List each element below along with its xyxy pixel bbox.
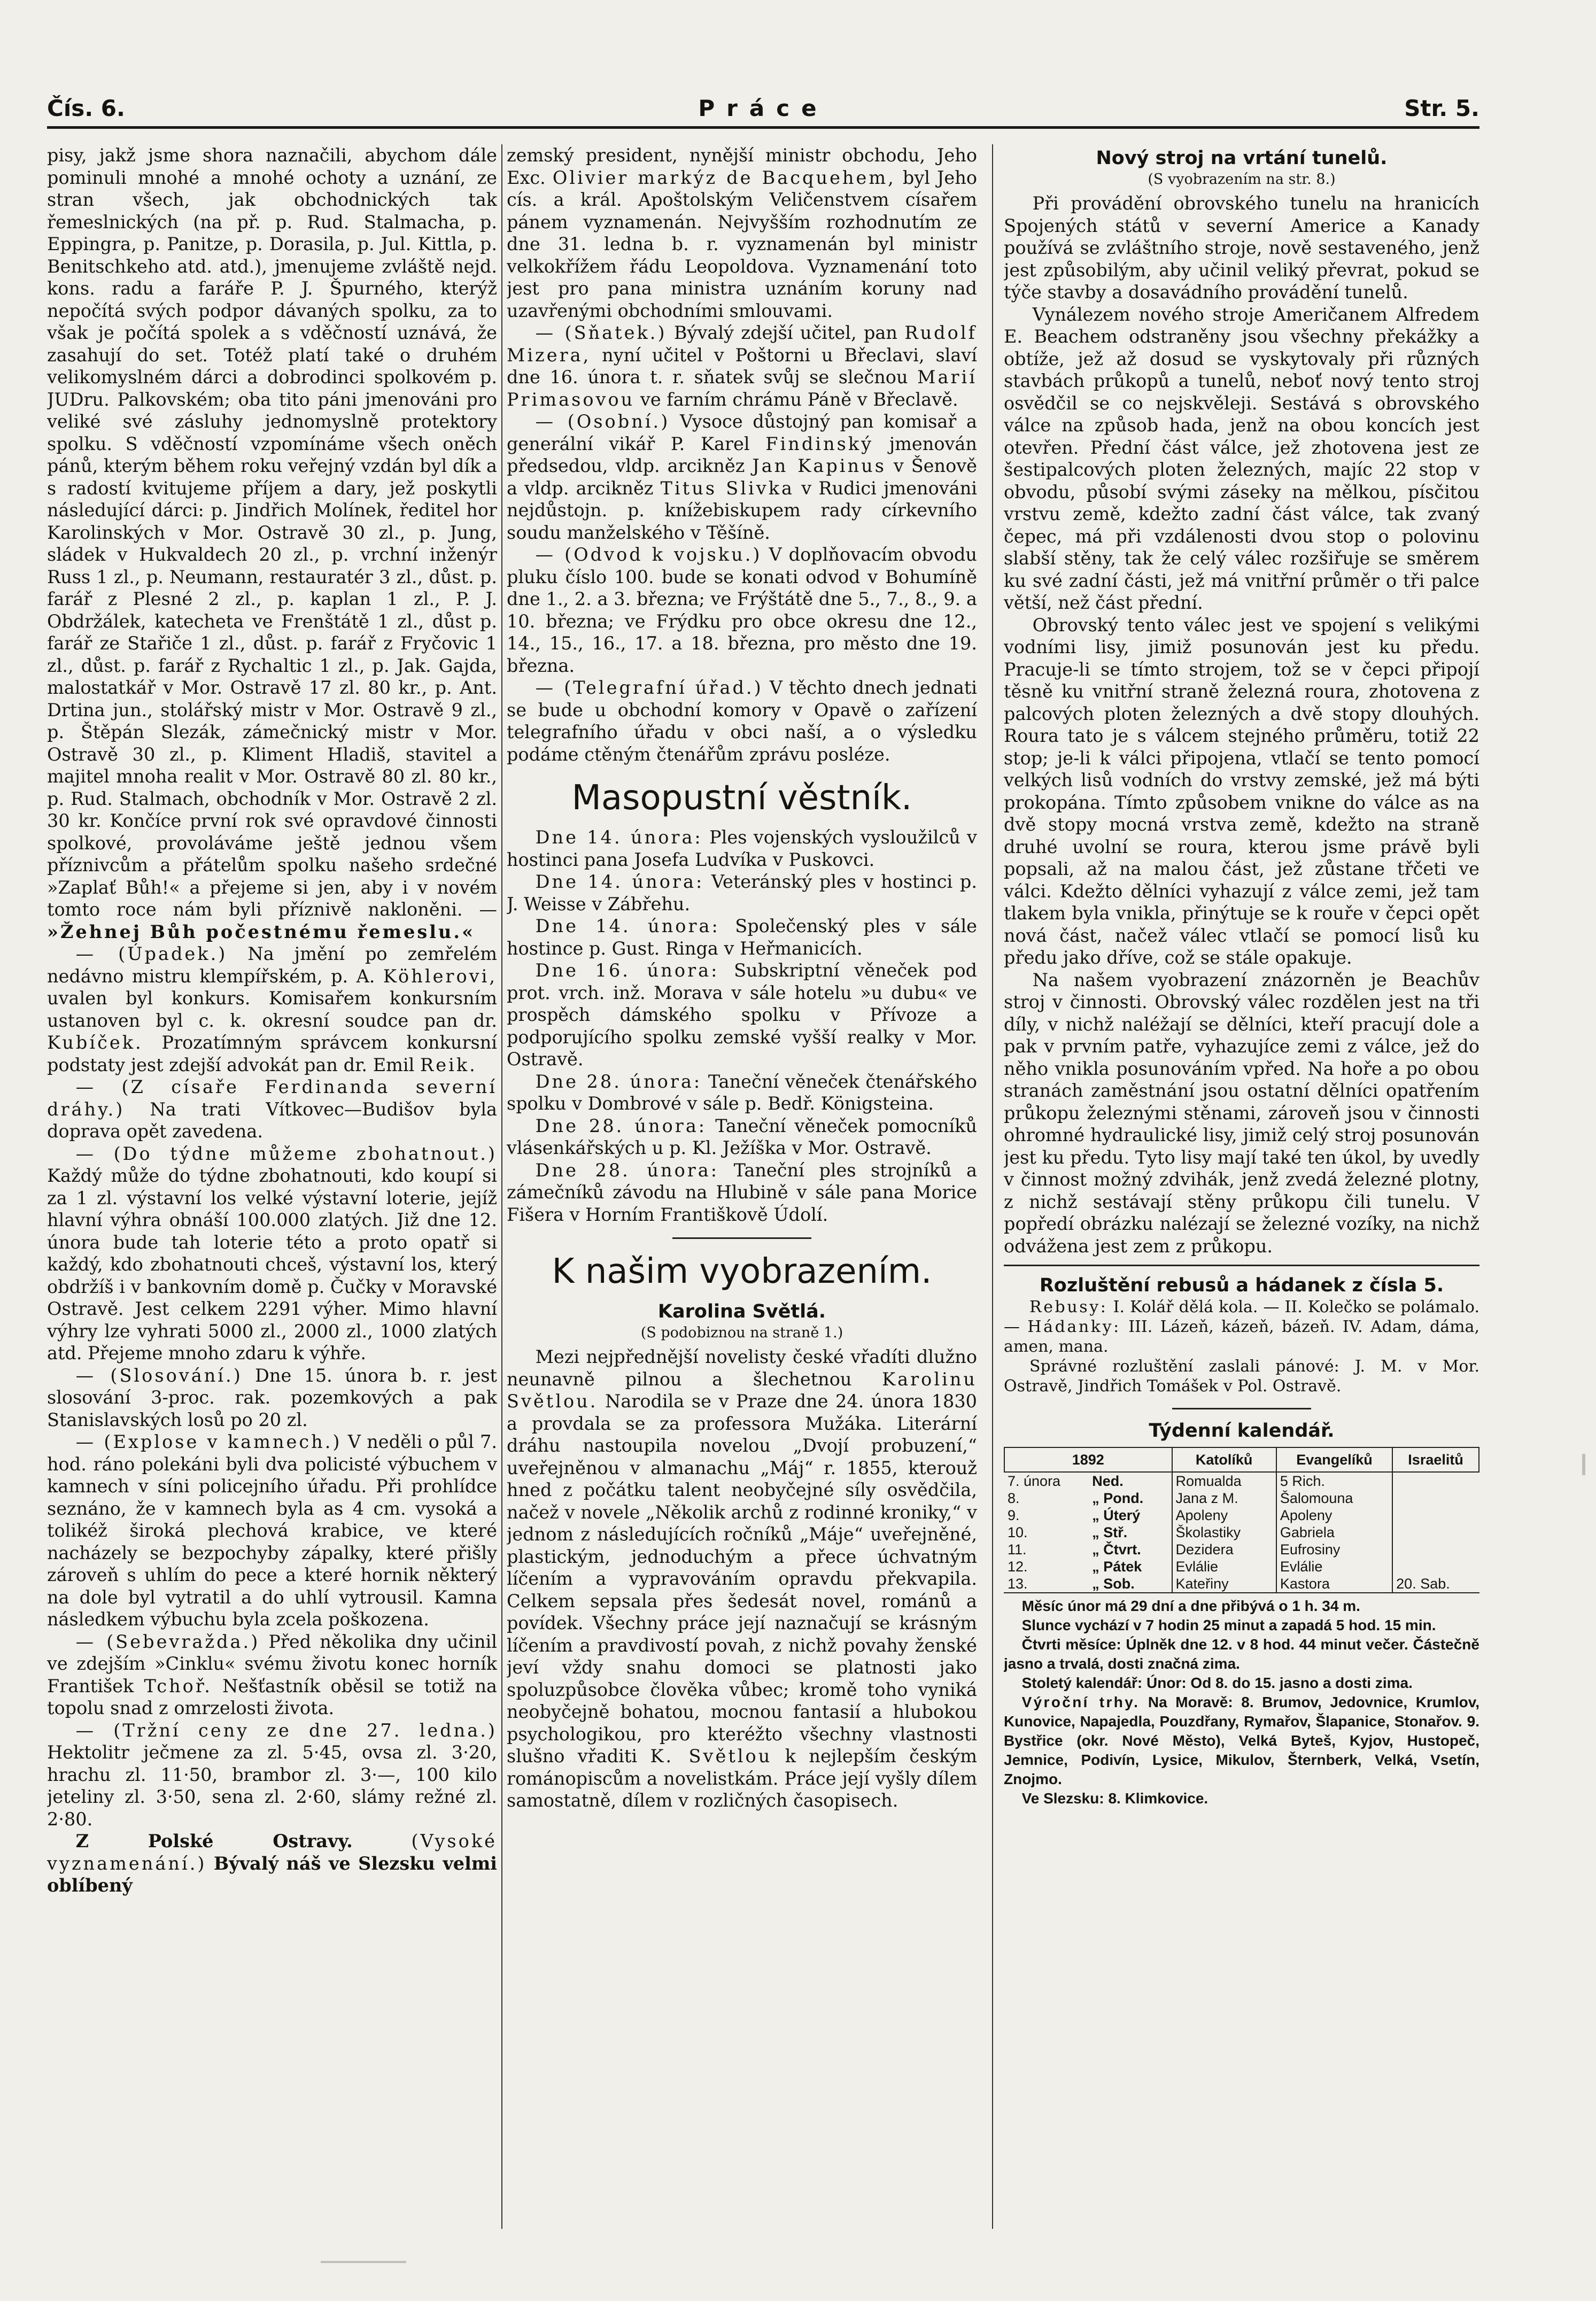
item-text: Dne 15. února b. r. jest slosování 3-proc. rak. pozemkových a pak Stanislavských losů po 20 zl.: [47, 1365, 497, 1430]
item-text: V doplňovacím obvodu pluku číslo 100. bude se konati odvod v Bohumíně dne 1., 2. a 3. března; ve Frýštátě dne 5., 7., 8., 9. a 10. března; ve Frýdku pro obce okresu dne 12., 14., 15., 16., 17. a 18. března, pro město dne 19. března.: [507, 544, 977, 676]
weekday-cell: „ Stř.: [1092, 1524, 1128, 1540]
closing-phrase: »Žehnej Bůh počestnému řemeslu.«: [47, 921, 476, 942]
israelite-cell: 20. Sab.: [1392, 1575, 1479, 1592]
item-text: Narodila se v Praze dne 24. února 1830 a provdala se za professora Mužáka. Literární dráhu nastoupila novelou „Dvojí probuzení,“ uveřejněnou v almanachu „Máj“ r. 1855, kterouž hned z počátku talent neobyčejné síly osvědčila, načež v novele „Několik archů z rodinné kroniky,“ v jednom z následujících ročníků „Máje“ uveřejněné, plastickým, jednoduchým a přece úchvatným líčením a vypravováním opravdu překvapila. Celkem sepsala přes šedesát novel, románů a povídek. Všechny práce její naznačují se krásným líčením a pravdivostí povah, z nichž povahy ženské jeví vždy snahu domoci se platnosti jako spoluzpůsobce člověka vůbec; kromě toho vyniká neobyčejně bohatou, mocnou fantasií a hlubokou psychologikou, pro kteréžto všechny vlastnosti slušno vřaditi: [507, 1391, 977, 1767]
event-item: [507, 959, 977, 1071]
evangelic-cell: Kastora: [1276, 1575, 1392, 1592]
event-text: Taneční ples strojníků a zámečníků závodu na Hlubině v sále pana Morice Fišera v Horním Františkově Údolí.: [507, 1159, 977, 1225]
calendar-note: Měsíc únor má 29 dní a dne přibývá o 1 h. 34 m.: [1021, 1598, 1360, 1614]
evangelic-cell: Eufrosiny: [1276, 1541, 1392, 1558]
header-rule: [47, 126, 1479, 129]
item-text: Prozatímným správcem konkursní podstaty jest zdejší advokát pan dr. Emil: [47, 1032, 497, 1075]
news-item-railway: [47, 1076, 497, 1143]
weekday-cell: „ Sob.: [1092, 1576, 1135, 1592]
event-item: [507, 871, 977, 915]
item-text: v Rudici jmenováni nejdůstojn. p. knížebiskupem rady církevního soudu manželského v Těšíně.: [507, 477, 977, 543]
section-title-vyobrazeni: K našim vyobrazením.: [552, 1252, 932, 1291]
date-cell: 11.: [1008, 1541, 1027, 1558]
item-text: V neděli o půl 7. hod. ráno polekáni byli dva policisté výbuchem v kamnech v síni policejního úřadu. Při prohlídce seznáno, že v kamnech byla as 4 cm. vysoká a tolikéž široká plechová krabice, ve které nacházely se bezpochyby zápalky, které přišly zároveň s uhlím do pece a které hornik některý na dole byl vytratil a do uhlí vytrousil. Kamna následkem výbuchu byla zcela poškozena.: [47, 1431, 497, 1630]
article-title-karolina: Karolina Světlá.: [657, 1301, 826, 1322]
item-text: k nejlepším českým románopiscům a novelistkám. Práce její vyšly dílem samostatně, dílem v rozličných časopisech.: [507, 1746, 977, 1811]
section-title-masopust: Masopustní věstník.: [571, 778, 912, 818]
article-paragraph: [47, 144, 497, 943]
column-3: [1004, 144, 1479, 2245]
event-text: Taneční věneček čtenářského spolku v Dombrové v sále p. Bedř. Königsteina.: [507, 1071, 977, 1114]
event-date: Dne 14. února:: [535, 827, 703, 848]
calendar-note: Čtvrti měsíce: Úplněk dne 12. v 8 hod. 44 minut večer. Částečně jasno a trvalá, dosti značná zima.: [1004, 1636, 1479, 1672]
section-title-rebus: Rozluštění rebusů a hádanek z čísla 5.: [1039, 1275, 1444, 1296]
page-header: [47, 95, 1479, 129]
item-text: Nešťastník oběsil se totiž na topolu snad z omrzelosti života.: [47, 1675, 497, 1718]
article-paragraph: Při provádění obrovského tunelu na hranicích Spojených států v severní Americe a Kanady používá se zvláštního stroje, nově sestaveného, jenž jest způsobilým, aby učinil veliký převrat, pokud se týče stavby a dosavádního provádění tunelů.: [1004, 193, 1479, 303]
event-date: Dne 28. února:: [535, 1071, 702, 1092]
person-name: Jan Kapinus: [752, 455, 886, 476]
section-title-kalendar: Týdenní kalendář.: [1149, 1420, 1335, 1442]
israelite-cell: [1392, 1472, 1479, 1490]
item-text: III. Lázeň, kázeň, bázeň. IV. Adam, dáma, amen, mana.: [1004, 1318, 1479, 1356]
person-name: Rudolf Mizera,: [507, 322, 977, 366]
section-divider: [1004, 1265, 1479, 1266]
article-subtitle: (S podobiznou na straně 1.): [640, 1324, 843, 1341]
section-divider: [1172, 1408, 1311, 1409]
solvers-list: Správné rozluštění zaslali pánové: J. M. v Mor. Ostravě, Jindřich Tomášek v Pol. Ostravě.: [1004, 1357, 1479, 1396]
item-text: Na trati Vítkovec—Budišov byla doprava opět zavedena.: [47, 1098, 497, 1142]
item-heading: — (Sňatek.): [535, 322, 667, 343]
news-item-slosovani: [47, 1365, 497, 1431]
paragraph-text: pisy, jakž jsme shora naznačili, abychom dále pominuli mnohé a mnohé ochoty a uznání, ze stran všech, jak obchodnických tak řemeslnických (na př. p. Rud. Stalmacha, p. Eppingra, p. Panitze, p. Dorasila, p. Jul. Kittla, p. Benitschkeho atd. atd.), jmenujeme zvláště nejd. kons. radu a faráře P. J. Špurného, kterýž nepočítá svých podpor dávaných spolku, za to však je počítá spolek a s vděčností uznává, že zasahují do set. Totéž platí také o druhém velikomyslném dárci a dobrodinci spolkovém p. JUDru. Palkovském; oba tito páni jmenováni pro veliké své zásluhy jednomyslně protektory spolku. S vděčností vzpomínáme všech oněch pánů, kterým během roku veřejný vzdán byl dík a s radostí kvitujeme příjem a dary, jež poskytli následující dárci: p. Jindřich Molínek, ředitel hor Karolinských v Mor. Ostravě 30 zl., p. Jung, sládek v Hukvaldech 20 zl., p. vrchní inženýr Russ 1 zl., p. Neumann, restauratér 3 zl., důst. p. farář z Plesné 2 zl., p. kaplan 1 zl., P. J. Obdržálek, katecheta ve Frenštátě 1 zl., důst p. farář ze Stařiče 1 zl., důst. p. farář z Fryčovic 1 zl., důst. p. farář z Rychaltic 1 zl., p. Jak. Gajda, malostatkář v Mor. Ostravě 17 zl. 80 kr., p. Ant. Drtina jun., stolářský mistr v Mor. Ostravě 9 zl., p. Štěpán Slezák, zámečnický mistr v Mor. Ostravě 30 zl., p. Kliment Hladiš, stavitel a majitel mnoha realit v Mor. Ostravě 80 zl. 80 kr., p. Rud. Stalmach, obchodník v Mor. Ostravě 2 zl. 30 kr. Končíce první rok své opravdové činnosti spolkové, provoláváme ještě jednou všem příznivcům a přátelům spolku našeho srdečné »Zaplať Bůh!« a přejeme si jen, aby i v novém tomto roce nám byli příznivě nakloněni. —: [47, 145, 497, 920]
weekday-cell: „ Čtvrt.: [1092, 1541, 1141, 1558]
person-name: K. Světlou: [650, 1746, 772, 1767]
column-header: 1892: [1004, 1447, 1172, 1472]
column-divider: [992, 144, 993, 2229]
event-date: Dne 14. února:: [535, 916, 720, 936]
item-heading: — (Tržní ceny ze dne 27. ledna.): [75, 1719, 497, 1741]
event-text: Subskriptní věneček pod prot. vrch. inž. Morava v sále hotelu »u dubu« ve prospěch dámského spolku v Přívoze a podporujícího spolku zemské vyšší realky v Mor. Ostravě.: [507, 960, 977, 1070]
person-name: Tchoř.: [144, 1675, 212, 1696]
table-row: [1004, 1575, 1479, 1592]
event-text: Společenský ples v sále hostince p. Gust. Ringa v Heřmanicích.: [507, 916, 977, 959]
news-item-odvod: [507, 544, 977, 677]
table-row: [1004, 1541, 1479, 1558]
event-text: Taneční věneček pomocníků vlásenkářských u p. Kl. Ježíška v Mor. Ostravě.: [507, 1115, 977, 1158]
event-item: [507, 915, 977, 959]
item-text: Vysoce důstojný pan komisař a generální vikář P. Karel: [507, 411, 977, 454]
article-paragraph: [507, 144, 977, 322]
item-text: Každý může do týdne zbohatnouti, kdo koupí si za 1 zl. výstavní los velké výstavní loterie, jejíž hlavní výhra obnáší 100.000 zlatých. Již dne 12. února bude tah loterie této a proto opatř si každý, kdo zbohatnouti chceš, výstavní los, který obdržíš i v bankovním domě p. Čučky v Moravské Ostravě. Jest celkem 2291 výher. Mimo hlavní výhry lze vyhrati 5000 zl., 2000 zl., 1000 zlatých atd. Přejeme mnoho zdaru k výhře.: [47, 1165, 497, 1363]
column-header: Israelitů: [1392, 1447, 1479, 1472]
item-text: V těchto dnech jednati se bude u obchodní komory v Opavě o zařízení telegrafního úřadu v obci naší, a o výsledku podáme ctěným čtenářům zprávu posléze.: [507, 677, 977, 765]
person-name: Karolinu Světlou.: [507, 1368, 977, 1412]
date-cell: 13.: [1008, 1576, 1028, 1592]
israelite-cell: [1392, 1558, 1479, 1575]
item-text: Bývalý zdejší učitel, pan: [673, 322, 897, 343]
item-text: Hektolitr ječmene za zl. 5·45, ovsa zl. 3·20, hrachu zl. 11·50, brambor zl. 3·—, 100 kilo jeteliny zl. 3·50, sena zl. 2·60, slámy režné zl. 2·80.: [47, 1742, 497, 1830]
table-row: [1004, 1490, 1479, 1507]
item-text: byl Jeho cís. a král. Apoštolským Veličenstvem císařem pánem vyznamenán. Nejvyšším rozhodnutím ze dne 31. ledna b. r. vyznamenán byl ministr velkokřížem řádu Leopoldova. Vyznamenání toto jest pro pana ministra uznáním koruny nad uzavřenými obchodními smlouvami.: [507, 167, 977, 321]
item-text: I. Kolář dělá kola. — II. Kolečko se polámalo. —: [1004, 1298, 1479, 1336]
news-item-lottery: [47, 1143, 497, 1365]
event-item: [507, 1159, 977, 1226]
column-divider: [501, 144, 502, 2229]
israelite-cell: [1392, 1507, 1479, 1524]
person-name: Olivier markýz de Bacquehem,: [552, 167, 896, 188]
item-heading: Hádanky:: [1027, 1318, 1121, 1336]
item-heading: — (Odvod k vojsku.): [535, 544, 762, 565]
item-heading: — (Slosování.): [75, 1365, 243, 1386]
item-text: Bývalý náš ve Slezsku velmi oblíbený: [47, 1853, 497, 1896]
table-row: [1004, 1558, 1479, 1575]
section-heading: Z Polské Ostravy.: [75, 1831, 353, 1851]
calendar-note: Stoletý kalendář: Únor: Od 8. do 15. jasno a dosti zima.: [1021, 1675, 1413, 1691]
calendar-note: Slunce vychází v 7 hodin 25 minut a zapadá 5 hod. 15 min.: [1021, 1617, 1436, 1633]
event-text: Veteránský ples v hostinci p. J. Weisse v Zábřehu.: [507, 871, 977, 915]
article-paragraph: Na našem vyobrazení znázorněn je Beachův stroj v činnosti. Obrovský válec rozdělen jest na tři díly, v nichž naléžají se dělníci, kteří pracují dole a pak v prvním patře, vyhazujíce zemi z válce, jež do něho vnikla posunováním vpřed. Na hoře a po obou stranách zaměstnání jsou ostatní dělníci opatřením průkopu železnými stěnami, zároveň jsou v činnosti ohromné hydraulické lisy, jimiž celý stroj posunován jest ku předu. Tyto lisy mají také ten úkol, by uvedly v činnost možný zdvihák, jenž zvedá železné plotny, z nichž sestávají stěny průkopu čili tunelu. V popředí obrázku nalézají se železné vozíky, na nichž odvážena jest zem z průkopu.: [1004, 969, 1479, 1257]
event-text: Ples vojenských vysloužilců v hostinci pana Josefa Ludvíka v Puskovci.: [507, 827, 977, 870]
item-text: Mezi nejpřednější novelisty české vřadíti dlužno neunavně pilnou a šlechetnou: [507, 1346, 977, 1390]
article-title-stroj: Nový stroj na vrtání tunelů.: [1096, 148, 1388, 169]
israelite-cell: [1392, 1524, 1479, 1541]
item-heading: — (Úpadek.): [75, 943, 228, 964]
item-text: v Šenově a vldp. arcikněz: [507, 455, 977, 499]
article-paragraph: Vynálezem nového stroje Američanem Alfredem E. Beachem odstraněny jsou všechny překážky a obtíže, jež až dosud se vyskytovaly při různých stavbách průkopů a tunelů, neboť nový tento stroj osvědčil se co nejskvěleji. Sestává s obrovského válce na způsob hada, jenž na obou koncích jest otevřen. Přední část válce, jež zhotovena jest ze šestipalcových ploten železných, majíc 22 stop v obvodu, působí svými záseky na mělkou, písčitou vrstvu země, kdežto zadní část válce, tak zvaný čepec, má při vzdálenosti dvou stop o polovinu slabší stěny, tak že celý válec rozšiřuje se směrem ku své zadní části, jež má vnitřní průměr o tři palce větší, než část přední.: [1004, 304, 1479, 613]
article-paragraph: Obrovský tento válec jest ve spojení s velikými vodními lisy, jimiž posunován jest ku předu. Pracuje-li se tímto strojem, tož se v čepci připojí těsně ku vnitřní straně železná roura, zhotovena z palcových ploten železných a dvě stopy dlouhých. Roura tato je s válcem stejného průměru, totiž 22 stop; je-li k válci připojena, vtlačí se tento pomocí velkých lisů vodních do vrstvy zemské, jež má býti prokopána. Tímto způsobem vnikne do válce as na dvě stopy mocná vrstva země, kdežto na straně druhé uvolní se roura, kterou jsme právě byli popsali, až na malou část, jež zůstane třčeti ve válci. Kdežto dělníci vyhazují z válce zemi, jež tam tlakem byla vnikla, přinýtuje se k rouře v čepci opět nová část, načež válec vtlačí se pomocí lisů ku předu jako dříve, což se stále opakuje.: [1004, 614, 1479, 968]
article-subtitle: (S vyobrazením na str. 8.): [1148, 171, 1336, 188]
item-heading: — (Do týdne můžeme zbohatnout.): [75, 1143, 497, 1164]
catholic-cell: Jana z M.: [1172, 1490, 1276, 1507]
event-date: Dne 14. února:: [535, 871, 704, 892]
person-name: Köhlerovi,: [383, 965, 497, 987]
person-name: Titus Slivka: [660, 477, 795, 499]
item-text: nyní učitel v Poštorni u Břeclavi, slaví dne 16. února t. r. sňatek svůj se slečnou: [507, 344, 977, 388]
item-heading: — (Explose v kamnech.): [75, 1431, 342, 1452]
news-item-upadek: [47, 943, 497, 1076]
markets-note: [1004, 1693, 1479, 1789]
item-heading: — (Sebevražda.): [75, 1631, 260, 1652]
evangelic-cell: Šalomouna: [1276, 1490, 1392, 1507]
item-text: jmenován předsedou, vldp. arcikněz: [507, 433, 977, 476]
date-cell: 7. února: [1008, 1473, 1061, 1489]
column-1: [47, 144, 497, 2245]
item-heading: Rebusy:: [1029, 1298, 1108, 1316]
event-date: Dne 16. února:: [535, 960, 719, 981]
event-item: [507, 1115, 977, 1159]
evangelic-cell: 5 Rich.: [1276, 1472, 1392, 1490]
weekday-cell: Ned.: [1092, 1473, 1124, 1489]
item-text: uvalen byl konkurs. Komisařem konkursním ustanoven byl c. k. okresní soudce pan dr.: [47, 988, 497, 1031]
section-divider: [672, 1237, 811, 1239]
item-heading: — (Osobní.): [535, 411, 670, 432]
catholic-cell: Evlálie: [1172, 1558, 1276, 1575]
date-cell: 12.: [1008, 1559, 1028, 1575]
catholic-cell: Kateřiny: [1172, 1575, 1276, 1592]
weekday-cell: „ Pond.: [1092, 1490, 1144, 1506]
catholic-cell: Apoleny: [1172, 1507, 1276, 1524]
item-heading: Výroční trhy.: [1021, 1694, 1140, 1710]
table-row: [1004, 1507, 1479, 1524]
item-heading: — (Z císaře Ferdinanda severní dráhy.): [47, 1076, 497, 1120]
table-row: [1004, 1524, 1479, 1541]
item-text: zemský president, nynější ministr obchodu, Jeho Exc.: [507, 145, 977, 188]
news-item-osobni: [507, 410, 977, 544]
weekday-cell: „ Pátek: [1092, 1559, 1142, 1575]
evangelic-cell: Gabriela: [1276, 1524, 1392, 1541]
catholic-cell: Dezidera: [1172, 1541, 1276, 1558]
person-name: Marií Primasovou: [507, 367, 977, 410]
evangelic-cell: Evlálie: [1276, 1558, 1392, 1575]
item-heading: — (Telegrafní úřad.): [535, 677, 763, 698]
person-name: Reik.: [420, 1054, 477, 1075]
item-text: Před několika dny učinil ve zdejším »Cinklu« svému životu konec horník František: [47, 1631, 497, 1696]
scan-artifact: [1582, 1454, 1585, 1475]
news-item-trzni-ceny: [47, 1719, 497, 1831]
date-cell: 8.: [1008, 1490, 1020, 1506]
news-item-telegraf: [507, 677, 977, 765]
item-text: Na Moravě: 8. Brumov, Jedovnice, Krumlov, Kunovice, Napajedla, Pouzdřany, Rymařov, Šlapanice, Stonařov. 9. Bystřice (okr. Nové Město), Velká Byteš, Kyjov, Hustopeč, Jemnice, Podivín, Lysice, Mikulov, Šternberk, Velká, Vsetín, Znojmo.: [1004, 1694, 1479, 1787]
catholic-cell: Školastiky: [1172, 1524, 1276, 1541]
news-item-sebevrazda: [47, 1631, 497, 1719]
table-header-row: [1004, 1447, 1479, 1472]
event-item: [507, 1071, 977, 1115]
table-row: [1004, 1472, 1479, 1490]
event-date: Dne 28. února:: [535, 1159, 719, 1181]
item-text: ve farním chrámu Páně v Břeclavě.: [640, 389, 958, 410]
date-cell: 10.: [1008, 1524, 1028, 1540]
column-2: [507, 144, 977, 2245]
event-date: Dne 28. února:: [535, 1115, 707, 1136]
calendar-note: Ve Slezsku: 8. Klimkovice.: [1021, 1790, 1208, 1807]
column-header: Katolíků: [1172, 1447, 1276, 1472]
news-item-polska-ostrava: [47, 1830, 497, 1897]
issue-number: Čís. 6.: [47, 95, 125, 121]
calendar-notes: [1004, 1592, 1479, 1808]
rebus-solutions: [1004, 1297, 1479, 1357]
date-cell: 9.: [1008, 1507, 1020, 1523]
news-item-explose: [47, 1431, 497, 1631]
news-item-snatek: [507, 322, 977, 410]
israelite-cell: [1392, 1541, 1479, 1558]
weekly-calendar-table: [1004, 1447, 1479, 1592]
item-text: Na jmění po zemřelém nedávno mistru klempířském, p. A.: [47, 943, 497, 987]
weekday-cell: „ Úterý: [1092, 1507, 1141, 1523]
page-number: Str. 5.: [1404, 95, 1479, 121]
catholic-cell: Romualda: [1172, 1472, 1276, 1490]
item-heading: (Vysoké vyznamenání.): [47, 1831, 497, 1874]
israelite-cell: [1392, 1490, 1479, 1507]
column-header: Evangelíků: [1276, 1447, 1392, 1472]
article-paragraph: [507, 1346, 977, 1812]
person-name: Findinský: [765, 433, 874, 454]
evangelic-cell: Apoleny: [1276, 1507, 1392, 1524]
person-name: Kubíček.: [47, 1032, 143, 1053]
event-item: [507, 826, 977, 871]
scan-artifact: [321, 2261, 406, 2263]
masthead-title: Práce: [698, 95, 828, 121]
